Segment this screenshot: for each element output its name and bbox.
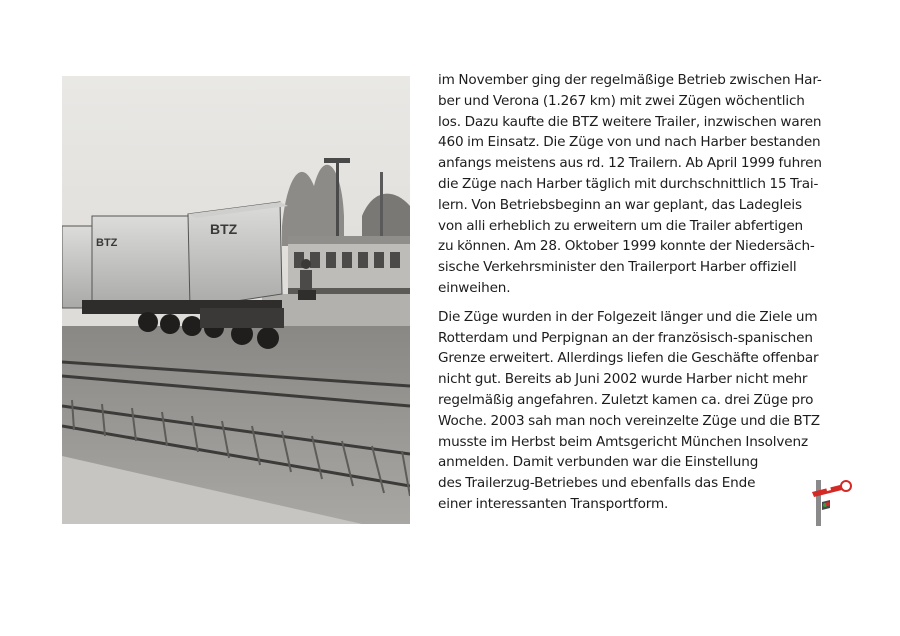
text-line: los. Dazu kaufte die BTZ weitere Trailer, inzwischen waren bbox=[438, 113, 822, 130]
trailer-brand-logo: BTZ bbox=[210, 221, 238, 237]
railway-semaphore-signal-icon bbox=[804, 474, 858, 528]
paragraph-1 bbox=[438, 70, 858, 299]
text-line: im November ging der regelmäßige Betrieb zwischen Har- bbox=[438, 72, 822, 88]
text-line: des Trailerzug-Betriebes und ebenfalls das Ende bbox=[438, 475, 756, 492]
text-line: einer interessanten Transportform. bbox=[438, 495, 669, 512]
text-line: Grenze erweitert. Allerdings liefen die Geschäfte offenbar bbox=[438, 350, 819, 367]
text-line: zu können. Am 28. Oktober 1999 konnte der Niedersäch- bbox=[438, 238, 815, 255]
train-photo bbox=[62, 76, 410, 524]
text-line: anmelden. Damit verbunden war die Einstellung bbox=[438, 454, 759, 471]
text-line: regelmäßig angefahren. Zuletzt kamen ca. drei Züge pro bbox=[438, 391, 814, 408]
train-photo-image bbox=[62, 76, 410, 524]
text-line: ber und Verona (1.267 km) mit zwei Zügen wöchentlich bbox=[438, 92, 805, 109]
text-line: nicht gut. Bereits ab Juni 2002 wurde Harber nicht mehr bbox=[438, 371, 808, 388]
text-line: anfangs meistens aus rd. 12 Trailern. Ab April 1999 fuhren bbox=[438, 155, 822, 172]
text-line: Die Züge wurden in der Folgezeit länger und die Ziele um bbox=[438, 308, 818, 325]
text-line: die Züge nach Harber täglich mit durchschnittlich 15 Trai- bbox=[438, 175, 819, 192]
text-line: 460 im Einsatz. Die Züge von und nach Harber bestanden bbox=[438, 134, 821, 151]
text-line: sische Verkehrsminister den Trailerport Harber offiziell bbox=[438, 259, 797, 276]
text-line: Woche. 2003 sah man noch vereinzelte Züge und die BTZ bbox=[438, 412, 820, 429]
text-line: lern. Von Betriebsbeginn an war geplant, das Ladegleis bbox=[438, 196, 802, 213]
article-text bbox=[438, 70, 858, 515]
paragraph-2 bbox=[438, 307, 858, 515]
text-line: einweihen. bbox=[438, 279, 511, 296]
side-brand-logo: BTZ bbox=[96, 237, 118, 249]
text-line: von alli erheblich zu erweitern um die Trailer abfertigen bbox=[438, 217, 804, 234]
text-line: musste im Herbst beim Amtsgericht München Insolvenz bbox=[438, 433, 808, 450]
text-line: Rotterdam und Perpignan an der französisch-spanischen bbox=[438, 329, 813, 346]
